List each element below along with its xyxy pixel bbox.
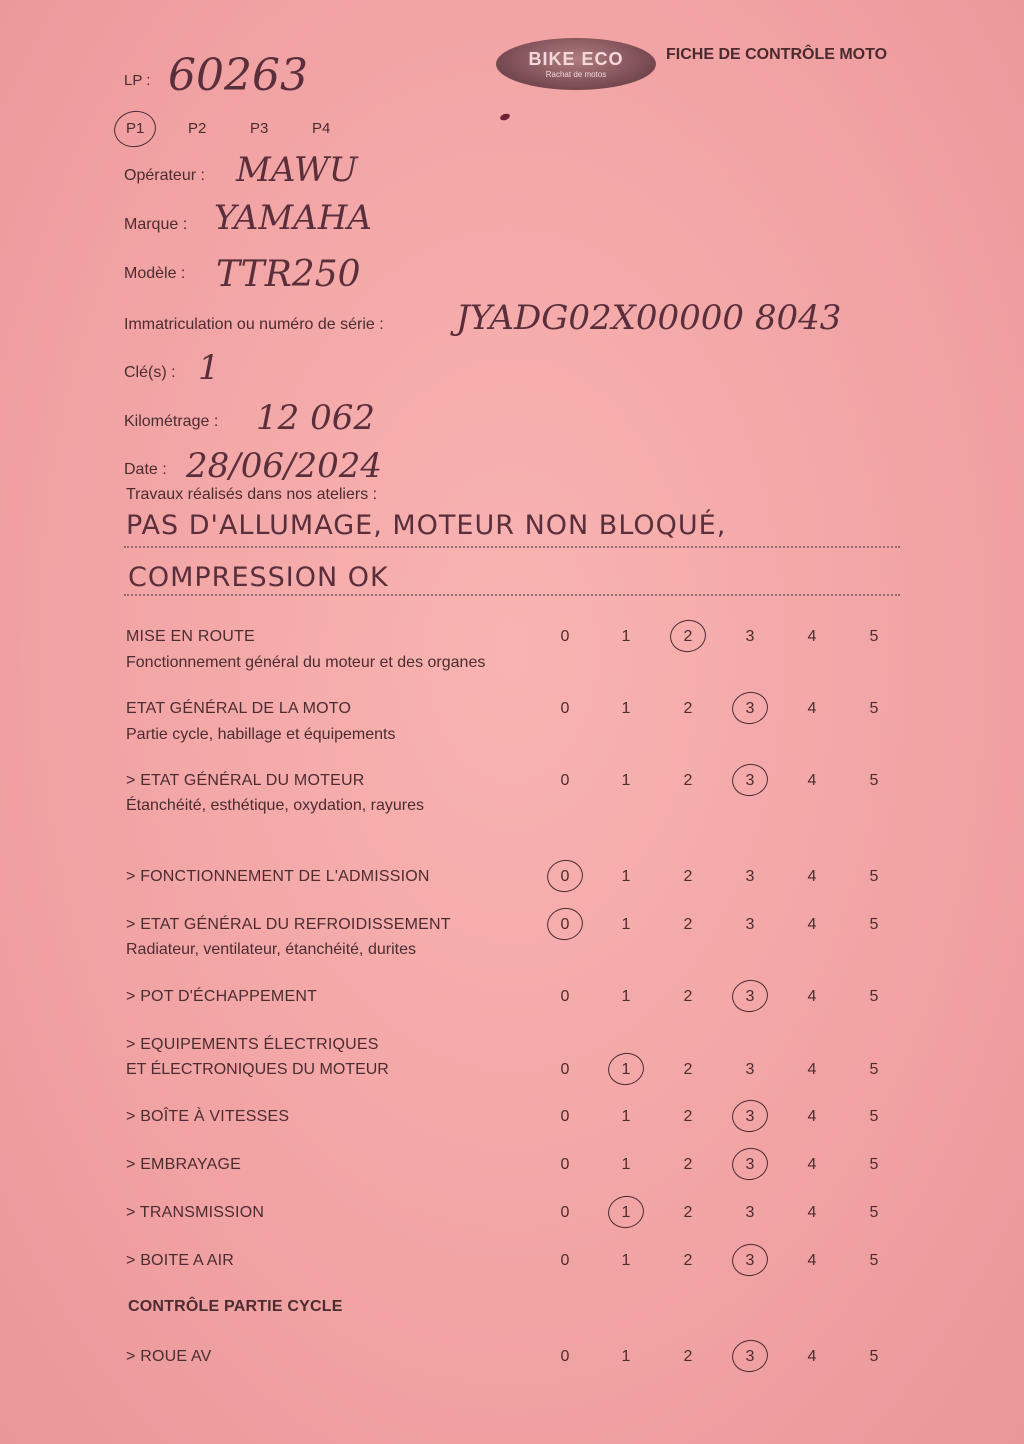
row-score-option-1[interactable]: 1	[621, 700, 631, 717]
modele-label: Modèle :	[124, 265, 186, 282]
cles-label: Clé(s) :	[124, 364, 176, 381]
row-title: > EQUIPEMENTS ÉLECTRIQUES	[126, 1036, 379, 1053]
row-score-option-5[interactable]: 5	[869, 1108, 879, 1125]
cycle-row-score-option-2[interactable]: 2	[683, 1348, 693, 1365]
logo-subtext: Rachat de motos	[545, 70, 607, 79]
row-score-option-4[interactable]: 4	[807, 1061, 817, 1078]
row-score-option-3[interactable]: 3	[745, 916, 755, 933]
row-selected-score-circle	[729, 761, 771, 800]
row-title: > FONCTIONNEMENT DE L'ADMISSION	[126, 868, 430, 885]
row-score-option-0[interactable]: 0	[560, 1061, 570, 1078]
row-score-option-4[interactable]: 4	[807, 868, 817, 885]
row-score-option-1[interactable]: 1	[621, 1108, 631, 1125]
row-score-option-0[interactable]: 0	[560, 988, 570, 1005]
row-score-option-5[interactable]: 5	[869, 988, 879, 1005]
row-score-option-3[interactable]: 3	[745, 1061, 755, 1078]
position-p1[interactable]: P1	[126, 120, 145, 137]
row-score-option-5[interactable]: 5	[869, 628, 879, 645]
kilometrage-label: Kilométrage :	[124, 413, 219, 430]
row-score-option-4[interactable]: 4	[807, 916, 817, 933]
cycle-row-score-option-5[interactable]: 5	[869, 1348, 879, 1365]
row-score-option-5[interactable]: 5	[869, 1156, 879, 1173]
row-score-option-5[interactable]: 5	[869, 916, 879, 933]
row-score-option-0[interactable]: 0	[560, 868, 570, 885]
row-score-option-2[interactable]: 2	[683, 700, 693, 717]
row-score-option-1[interactable]: 1	[621, 1204, 631, 1221]
row-score-option-3[interactable]: 3	[745, 700, 755, 717]
row-subtitle: Fonctionnement général du moteur et des organes	[126, 654, 486, 671]
row-selected-score-circle	[605, 1193, 647, 1232]
cycle-row-score-option-1[interactable]: 1	[621, 1348, 631, 1365]
row-score-option-1[interactable]: 1	[621, 988, 631, 1005]
row-subtitle: Étanchéité, esthétique, oxydation, rayures	[126, 797, 424, 814]
row-score-option-3[interactable]: 3	[745, 772, 755, 789]
row-score-option-5[interactable]: 5	[869, 1061, 879, 1078]
cycle-row-score-option-4[interactable]: 4	[807, 1348, 817, 1365]
row-score-option-3[interactable]: 3	[745, 868, 755, 885]
row-score-option-1[interactable]: 1	[621, 916, 631, 933]
position-p2[interactable]: P2	[188, 120, 207, 137]
row-title: > TRANSMISSION	[126, 1204, 265, 1221]
section-title-partie-cycle: CONTRÔLE PARTIE CYCLE	[128, 1298, 343, 1315]
row-score-option-1[interactable]: 1	[621, 1061, 631, 1078]
row-title: > BOITE A AIR	[126, 1252, 234, 1269]
row-score-option-2[interactable]: 2	[683, 1061, 693, 1078]
logo-text: BIKE ECO	[528, 49, 624, 69]
kilometrage-value[interactable]: 12 062	[256, 398, 375, 438]
row-score-option-4[interactable]: 4	[807, 772, 817, 789]
row-score-option-0[interactable]: 0	[560, 772, 570, 789]
row-score-option-0[interactable]: 0	[560, 1108, 570, 1125]
row-score-option-2[interactable]: 2	[683, 1108, 693, 1125]
row-selected-score-circle	[729, 977, 771, 1016]
sheet-title: FICHE DE CONTRÔLE MOTO	[666, 46, 888, 63]
row-score-option-0[interactable]: 0	[560, 1156, 570, 1173]
position-p4[interactable]: P4	[312, 120, 331, 137]
company-logo	[496, 38, 656, 90]
immatriculation-value[interactable]: JYADG02X00000 8043	[456, 298, 842, 338]
position-p1-circle	[111, 107, 160, 151]
row-score-option-1[interactable]: 1	[621, 868, 631, 885]
row-score-option-2[interactable]: 2	[683, 628, 693, 645]
cycle-row-title: > ROUE AV	[126, 1348, 212, 1365]
row-score-option-4[interactable]: 4	[807, 700, 817, 717]
row-score-option-5[interactable]: 5	[869, 700, 879, 717]
row-score-option-4[interactable]: 4	[807, 988, 817, 1005]
row-score-option-4[interactable]: 4	[807, 1204, 817, 1221]
cles-value[interactable]: 1	[198, 348, 220, 388]
cycle-row-selected-score-circle	[729, 1337, 771, 1376]
marque-value[interactable]: YAMAHA	[214, 198, 372, 238]
row-title: > BOÎTE À VITESSES	[126, 1108, 290, 1125]
date-label: Date :	[124, 461, 167, 478]
row-score-option-1[interactable]: 1	[621, 1252, 631, 1269]
row-title: > EMBRAYAGE	[126, 1156, 241, 1173]
row-score-option-0[interactable]: 0	[560, 628, 570, 645]
row-selected-score-circle	[729, 1241, 771, 1280]
modele-value[interactable]: TTR250	[216, 254, 361, 295]
operateur-value[interactable]: MAWU	[236, 150, 358, 190]
row-score-option-5[interactable]: 5	[869, 868, 879, 885]
row-score-option-1[interactable]: 1	[621, 1156, 631, 1173]
row-score-option-3[interactable]: 3	[745, 988, 755, 1005]
row-selected-score-circle	[605, 1050, 647, 1089]
row-score-option-5[interactable]: 5	[869, 1252, 879, 1269]
row-title: > ETAT GÉNÉRAL DU MOTEUR	[126, 772, 365, 789]
row-score-option-4[interactable]: 4	[807, 1108, 817, 1125]
cycle-row-score-option-3[interactable]: 3	[745, 1348, 755, 1365]
row-score-option-3[interactable]: 3	[745, 1156, 755, 1173]
row-subtitle: Partie cycle, habillage et équipements	[126, 726, 396, 743]
travaux-line-1[interactable]: PAS D'ALLUMAGE, MOTEUR NON BLOQUÉ,	[126, 510, 727, 541]
row-score-option-1[interactable]: 1	[621, 628, 631, 645]
row-title: ETAT GÉNÉRAL DE LA MOTO	[126, 700, 352, 717]
row-score-option-3[interactable]: 3	[745, 628, 755, 645]
row-score-option-3[interactable]: 3	[745, 1252, 755, 1269]
row-score-option-1[interactable]: 1	[621, 772, 631, 789]
travaux-line-2[interactable]: COMPRESSION OK	[128, 562, 389, 593]
travaux-dotted-line-1	[124, 546, 900, 548]
row-score-option-4[interactable]: 4	[807, 1252, 817, 1269]
row-score-option-0[interactable]: 0	[560, 1204, 570, 1221]
lp-value[interactable]: 60263	[168, 50, 308, 101]
operateur-label: Opérateur :	[124, 167, 205, 184]
row-score-option-5[interactable]: 5	[869, 1204, 879, 1221]
row-score-option-5[interactable]: 5	[869, 772, 879, 789]
row-score-option-4[interactable]: 4	[807, 1156, 817, 1173]
cycle-row-score-option-0[interactable]: 0	[560, 1348, 570, 1365]
row-score-option-0[interactable]: 0	[560, 1252, 570, 1269]
immatriculation-label: Immatriculation ou numéro de série :	[124, 316, 384, 333]
row-title: > ETAT GÉNÉRAL DU REFROIDISSEMENT	[126, 916, 451, 933]
lp-label: LP :	[124, 72, 151, 89]
marque-label: Marque :	[124, 216, 188, 233]
row-score-option-2[interactable]: 2	[683, 1252, 693, 1269]
row-subtitle: Radiateur, ventilateur, étanchéité, durites	[126, 941, 416, 958]
row-score-option-2[interactable]: 2	[683, 868, 693, 885]
row-title: MISE EN ROUTE	[126, 628, 255, 645]
date-value[interactable]: 28/06/2024	[186, 446, 382, 486]
row-selected-score-circle	[544, 857, 586, 896]
position-p3[interactable]: P3	[250, 120, 269, 137]
row-selected-score-circle	[729, 1097, 771, 1136]
row-selected-score-circle	[667, 617, 709, 656]
row-score-option-2[interactable]: 2	[683, 1204, 693, 1221]
row-title: > POT D'ÉCHAPPEMENT	[126, 988, 318, 1005]
row-score-option-4[interactable]: 4	[807, 628, 817, 645]
row-selected-score-circle	[729, 1145, 771, 1184]
row-score-option-0[interactable]: 0	[560, 700, 570, 717]
row-score-option-2[interactable]: 2	[683, 1156, 693, 1173]
row-score-option-3[interactable]: 3	[745, 1204, 755, 1221]
ink-dot	[499, 112, 510, 121]
row-selected-score-circle	[544, 905, 586, 944]
row-subtitle: ET ÉLECTRONIQUES DU MOTEUR	[126, 1061, 389, 1078]
row-score-option-2[interactable]: 2	[683, 772, 693, 789]
row-score-option-0[interactable]: 0	[560, 916, 570, 933]
travaux-label: Travaux réalisés dans nos ateliers :	[126, 486, 378, 503]
travaux-dotted-line-2	[124, 594, 900, 596]
row-score-option-2[interactable]: 2	[683, 916, 693, 933]
row-score-option-3[interactable]: 3	[745, 1108, 755, 1125]
row-score-option-2[interactable]: 2	[683, 988, 693, 1005]
row-selected-score-circle	[729, 689, 771, 728]
